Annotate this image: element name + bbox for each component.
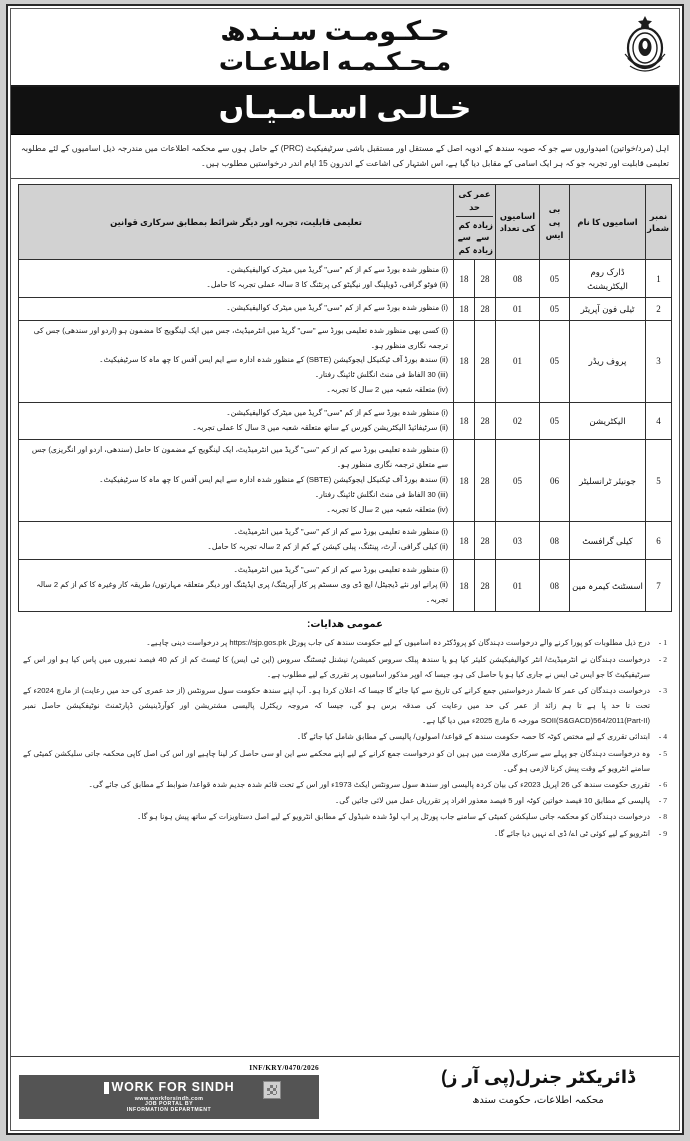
qualification-line: (i) منظور شدہ تعلیمی بورڈ سے کم از کم "سی" گریڈ میں انٹرمیڈیٹ۔ xyxy=(233,527,448,537)
row-serial-number: 5 xyxy=(646,440,672,522)
qualification-line: (iv) متعلقہ شعبہ میں 2 سال کا تجربہ۔ xyxy=(326,504,448,514)
row-qualification xyxy=(19,440,454,522)
qualification-line: (iii) 30 الفاظ فی منٹ انگلش ٹائپنگ رفتار۔ xyxy=(314,489,448,499)
row-bps: 08 xyxy=(540,522,570,560)
row-age-max: 28 xyxy=(475,260,496,298)
col-header-age-min: کم سے کم xyxy=(457,219,471,255)
row-post-name: اسسٹنٹ کیمرہ مین xyxy=(570,559,646,611)
col-header-age-label: عمر کی حد xyxy=(456,188,493,216)
work-for-sindh-text-block xyxy=(104,1080,235,1114)
government-title: حـكـومـت سـنـدھ xyxy=(220,15,450,46)
work-for-sindh-title xyxy=(104,1080,235,1094)
col-header-sr: نمبر شمار xyxy=(646,185,672,260)
instruction-item: تقرری حکومت سندھ کی 26 اپریل 2023ء کی بیان کردہ پالیسی اور سندھ سول سرونٹس ایکٹ 1973ء اور اس کے تحت قائم شدہ جدیم شدہ قواعد/ ضوابط کے مطابق کی جائے گی۔ xyxy=(88,780,650,790)
instruction-item: درخواست دہندگان کی عمر کا شمار درخواستیں جمع کرانے کی تاریخ سے کیا جائے گا جیسا کہ اعلان کردا ہو۔ آپ اپنے سندھ حکومت سول سرونٹس (از حد عمری کی حد میں رعایت) از مارچ 2024ء کے تحت تا حد پا ہے تا ہم زائد از عمر کی حد میں رعایت کی صدقہ برس ہو گی، جیسا کہ مروجہ ریکٹرل پالیسی مشتریشن اور کوآرڈینیشن ڈپارٹمنٹ نوٹیفکیشن حاصل نمبر SOII(S&GACD)564/2011(Part-II) مورخہ 6 مارچ 2025ء میں دیا گیا ہے۔ xyxy=(23,685,650,726)
row-age-max: 28 xyxy=(475,559,496,611)
footer-right-block xyxy=(19,1063,319,1119)
table-row xyxy=(19,320,672,402)
qualification-line: (i) منظور شدہ بورڈ سے کم از کم "سی" گریڈ میں میٹرک کوالیفیکیشن۔ xyxy=(226,265,448,275)
instruction-item: درخواست دہندگان نے انٹرمیڈیٹ/ انٹر کوالیفیکیشن کلیئر کیا ہو یا سندھ پبلک سروس کمیشن/ نیشنل ٹیسٹنگ سروس (این ٹی ایس) کا ٹیسٹ کم از کم 40 فیصد نمبروں میں پاس کیا ہو اور اس کے سرٹیفیکیٹ کا جو ایس ٹی ایس نے جاری کیا ہو یا حاصل کی ہو، جیسا کہ اوپر مذکور اسامیوں پر تقرری کے لیے مطلوب ہے۔ xyxy=(23,654,650,679)
row-age-min: 18 xyxy=(454,522,475,560)
row-bps: 05 xyxy=(540,402,570,440)
work-for-sindh-url[interactable]: www.workforsindh.com xyxy=(134,1095,204,1102)
qualification-line: (i) منظور شدہ تعلیمی بورڈ سے کم از کم "سی" گریڈ میں انٹرمیڈیٹ، ایک لینگویج کے مضمون کا حامل (سندھی، اردو اور انگریزی) جس سے متعلق ترجمہ نگاری منظور ہو۔ xyxy=(31,445,448,470)
row-qualification xyxy=(19,559,454,611)
row-serial-number: 6 xyxy=(646,522,672,560)
row-bps: 06 xyxy=(540,440,570,522)
table-row xyxy=(19,297,672,320)
work-for-sindh-banner xyxy=(19,1075,319,1119)
row-age-max: 28 xyxy=(475,320,496,402)
table-row xyxy=(19,440,672,522)
row-bps: 05 xyxy=(540,297,570,320)
row-post-name: ٹیلی فون آپریٹر xyxy=(570,297,646,320)
header-title-block xyxy=(17,16,613,77)
table-row xyxy=(19,559,672,611)
row-vacancy-count: 01 xyxy=(496,297,540,320)
government-of-sindh-crest-icon xyxy=(617,14,673,78)
inner-border xyxy=(10,8,680,1131)
row-age-min: 18 xyxy=(454,297,475,320)
qualification-line: (iv) متعلقہ شعبہ میں 2 سال کا تجربہ۔ xyxy=(326,384,448,394)
qualification-line: (iii) 30 الفاظ فی منٹ انگلش ٹائپنگ رفتار۔ xyxy=(314,370,448,380)
vacancy-banner xyxy=(11,87,679,135)
signatory-title: ڈائریکٹر جنرل(پی آر ز) xyxy=(441,1067,635,1087)
row-age-max: 28 xyxy=(475,522,496,560)
work-for-sindh-sub1: JOB PORTAL BY xyxy=(144,1100,194,1107)
qualification-line: (ii) کیلی گرافی، آرٹ، پینٹنگ، پبلی کیشن کے کم از کم 2 سالہ تجربہ کا حامل۔ xyxy=(207,542,448,552)
qr-code-icon xyxy=(263,1081,281,1099)
table-row xyxy=(19,402,672,440)
col-header-bps: بی پی ایس xyxy=(540,185,570,260)
instructions-title: عمومی ھدایات: xyxy=(307,619,383,631)
flag-icon xyxy=(104,1082,109,1094)
work-for-sindh-sub2: INFORMATION DEPARTMENT xyxy=(126,1106,212,1113)
instruction-item: ابتدائی تقرری کے لیے مختص کوٹہ کا حصہ حکومت سندھ کے قواعد/ اصولوں/ پالیسی کے مطابق شامل کیا جائے گا۔ xyxy=(296,732,650,742)
qualification-line: (i) منظور شدہ بورڈ سے کم از کم "سی" گریڈ میں میٹرک کوالیفیکیشن۔ xyxy=(226,302,448,312)
qualification-line: (ii) سرٹیفائیڈ الیکٹریشن کورس کے ساتھ متعلقہ شعبہ میں 3 سال کا عملی تجربہ۔ xyxy=(192,422,448,432)
row-serial-number: 4 xyxy=(646,402,672,440)
row-age-min: 18 xyxy=(454,260,475,298)
col-header-post: اسامیوں کا نام xyxy=(570,185,646,260)
row-serial-number: 1 xyxy=(646,260,672,298)
department-title: مـحـكـمـه اطلاعـات xyxy=(218,47,452,76)
outer-border xyxy=(6,4,684,1135)
row-vacancy-count: 02 xyxy=(496,402,540,440)
row-age-max: 28 xyxy=(475,440,496,522)
row-bps: 05 xyxy=(540,260,570,298)
col-header-count: اسامیوں کی تعداد xyxy=(496,185,540,260)
row-bps: 05 xyxy=(540,320,570,402)
signatory-block xyxy=(441,1063,671,1106)
qualification-line: (ii) سندھ بورڈ آف ٹیکنیکل ایجوکیشن (SBTE) کے منظور شدہ ادارہ سے ایم ایس آفس کا چھ ماہ کا سرٹیفیکیٹ۔ xyxy=(99,474,448,484)
row-bps: 08 xyxy=(540,559,570,611)
table-header-row xyxy=(19,185,672,260)
document-footer xyxy=(11,1056,679,1130)
instruction-item: انٹرویو کے لیے کوئی ٹی اے/ ڈی اے نہیں دیا جائے گا۔ xyxy=(493,828,650,838)
general-instructions-section xyxy=(11,612,679,845)
work-for-sindh-label: WORK FOR SINDH xyxy=(111,1080,235,1095)
qualification-line: (ii) سندھ بورڈ آف ٹیکنیکل ایجوکیشن (SBTE) کے منظور شدہ ادارہ سے ایم ایس آفس کا چھ ماہ کا سرٹیفیکیٹ۔ xyxy=(99,355,448,365)
row-serial-number: 2 xyxy=(646,297,672,320)
instruction-item: پالیسی کے مطابق 10 فیصد خواتین کوٹہ اور 5 فیصد معذور افراد پر تقرریاں عمل میں لائی جائیں گی۔ xyxy=(334,796,650,806)
row-qualification xyxy=(19,297,454,320)
row-qualification xyxy=(19,402,454,440)
row-age-min: 18 xyxy=(454,440,475,522)
row-post-name: پروف ریڈر xyxy=(570,320,646,402)
col-header-qualification: تعلیمی قابلیت، تجربہ اور دیگر شرائط بمطابق سرکاری قوانین xyxy=(19,185,454,260)
instruction-item: درج ذیل مطلوبات کو پورا کرنے والے درخواست دہندگان کو پروڈکٹر دہ اسامیوں کے لیے حکومت سندھ کی جاب پورٹل https://sjp.gos.pk پر درخواست دینی چاہیے۔ xyxy=(146,638,650,648)
qualification-line: (i) کسی بھی منظور شدہ تعلیمی بورڈ سے "سی" گریڈ میں انٹرمیڈیٹ، جس میں ایک لینگویج کا مضمون ہو (اردو اور سندھی) جس کی ترجمہ نگاری منظور ہو۔ xyxy=(33,325,448,350)
vacancy-table xyxy=(18,184,672,612)
row-qualification xyxy=(19,320,454,402)
row-vacancy-count: 08 xyxy=(496,260,540,298)
banner-title: خـالـی اسـامـیـاں xyxy=(218,92,472,125)
row-post-name: ڈارک روم الیکٹریشنٹ xyxy=(570,260,646,298)
instructions-list xyxy=(23,635,667,840)
row-vacancy-count: 03 xyxy=(496,522,540,560)
row-post-name: جونیئر ٹرانسلیٹر xyxy=(570,440,646,522)
table-body xyxy=(19,260,672,612)
row-age-max: 28 xyxy=(475,297,496,320)
row-qualification xyxy=(19,260,454,298)
row-qualification xyxy=(19,522,454,560)
qualification-line: (i) منظور شدہ تعلیمی بورڈ سے کم از کم "سی" گریڈ میں انٹرمیڈیٹ۔ xyxy=(233,564,448,574)
table-head xyxy=(19,185,672,260)
qualification-line: (i) منظور شدہ بورڈ سے کم از کم "سی" گریڈ میں میٹرک کوالیفیکیشن۔ xyxy=(226,407,448,417)
document-header xyxy=(11,9,679,87)
row-post-name: الیکٹریشن xyxy=(570,402,646,440)
table-row xyxy=(19,260,672,298)
row-post-name: کیلی گرافسٹ xyxy=(570,522,646,560)
row-age-min: 18 xyxy=(454,559,475,611)
inf-reference-code: INF/KRY/0470/2026 xyxy=(249,1063,319,1072)
row-vacancy-count: 05 xyxy=(496,440,540,522)
row-age-min: 18 xyxy=(454,402,475,440)
col-header-age-max: زیادہ سے زیادہ xyxy=(472,219,493,255)
instruction-item: وہ درخواست دہندگان جو پہلے سے سرکاری ملازمت میں ہیں ان کو درخواست جمع کرانے کے لیے اپنے محکمے سے این او سی حاصل کر لینا چاہیے اور اس کی اصل کاپی محکمہ جاتی سلیکشن کمیٹی کے سامنے انٹرویو کے وقت پیش کرنا لازمی ہو گی۔ xyxy=(23,748,650,773)
signatory-organization: محکمہ اطلاعات، حکومت سندھ xyxy=(472,1094,604,1106)
row-serial-number: 3 xyxy=(646,320,672,402)
row-age-max: 28 xyxy=(475,402,496,440)
vacancy-table-wrapper xyxy=(11,179,679,612)
instruction-item: درخواست دہندگان کو محکمہ جاتی سلیکشن کمیٹی کے سامنے جاب پورٹل پر اپ لوڈ شدہ شیڈول کے مطابق انٹرویو کے لیے اصل دستاویزات کے ساتھ پیش ہونا ہو گا۔ xyxy=(136,812,650,822)
col-header-age-group xyxy=(454,185,496,260)
row-serial-number: 7 xyxy=(646,559,672,611)
qualification-line: (ii) فوٹو گرافی، ڈویلپنگ اور نیگیٹو کی پرنٹنگ کا 3 سالہ عملی تجربہ کا حامل۔ xyxy=(206,280,448,290)
row-vacancy-count: 01 xyxy=(496,320,540,402)
row-age-min: 18 xyxy=(454,320,475,402)
qualification-line: (ii) پرانے اور نئے ڈیجیٹل/ ایچ ڈی وی سسٹم پر کار آپریٹنگ/ پری ایڈیٹنگ اور دیگر متعلقہ مہارتوں/ طریقہ کار وغیرہ کا کم از کم 2 سالہ تجربہ۔ xyxy=(36,579,448,604)
preamble-paragraph: اہل (مرد/خواتین) امیدواروں سے جو کہ صوبہ سندھ کے ادویہ اصل کے مستقل اور مستقبل باشی سرٹیفیکیٹ (PRC) کے حامل ہوں سے محکمہ اطلاعات میں مندرجہ ذیل اسامیوں کے لئے مطلوبہ تعلیمی قابلیت اور تجربہ جو کہ ہر ایک اسامی کے مقابل دیا گیا ہے، اس اشتہار کی اشاعت کے اندرون 15 ایام اندر درخواستیں مطلوب ہیں۔ xyxy=(11,135,679,179)
row-vacancy-count: 01 xyxy=(496,559,540,611)
table-row xyxy=(19,522,672,560)
